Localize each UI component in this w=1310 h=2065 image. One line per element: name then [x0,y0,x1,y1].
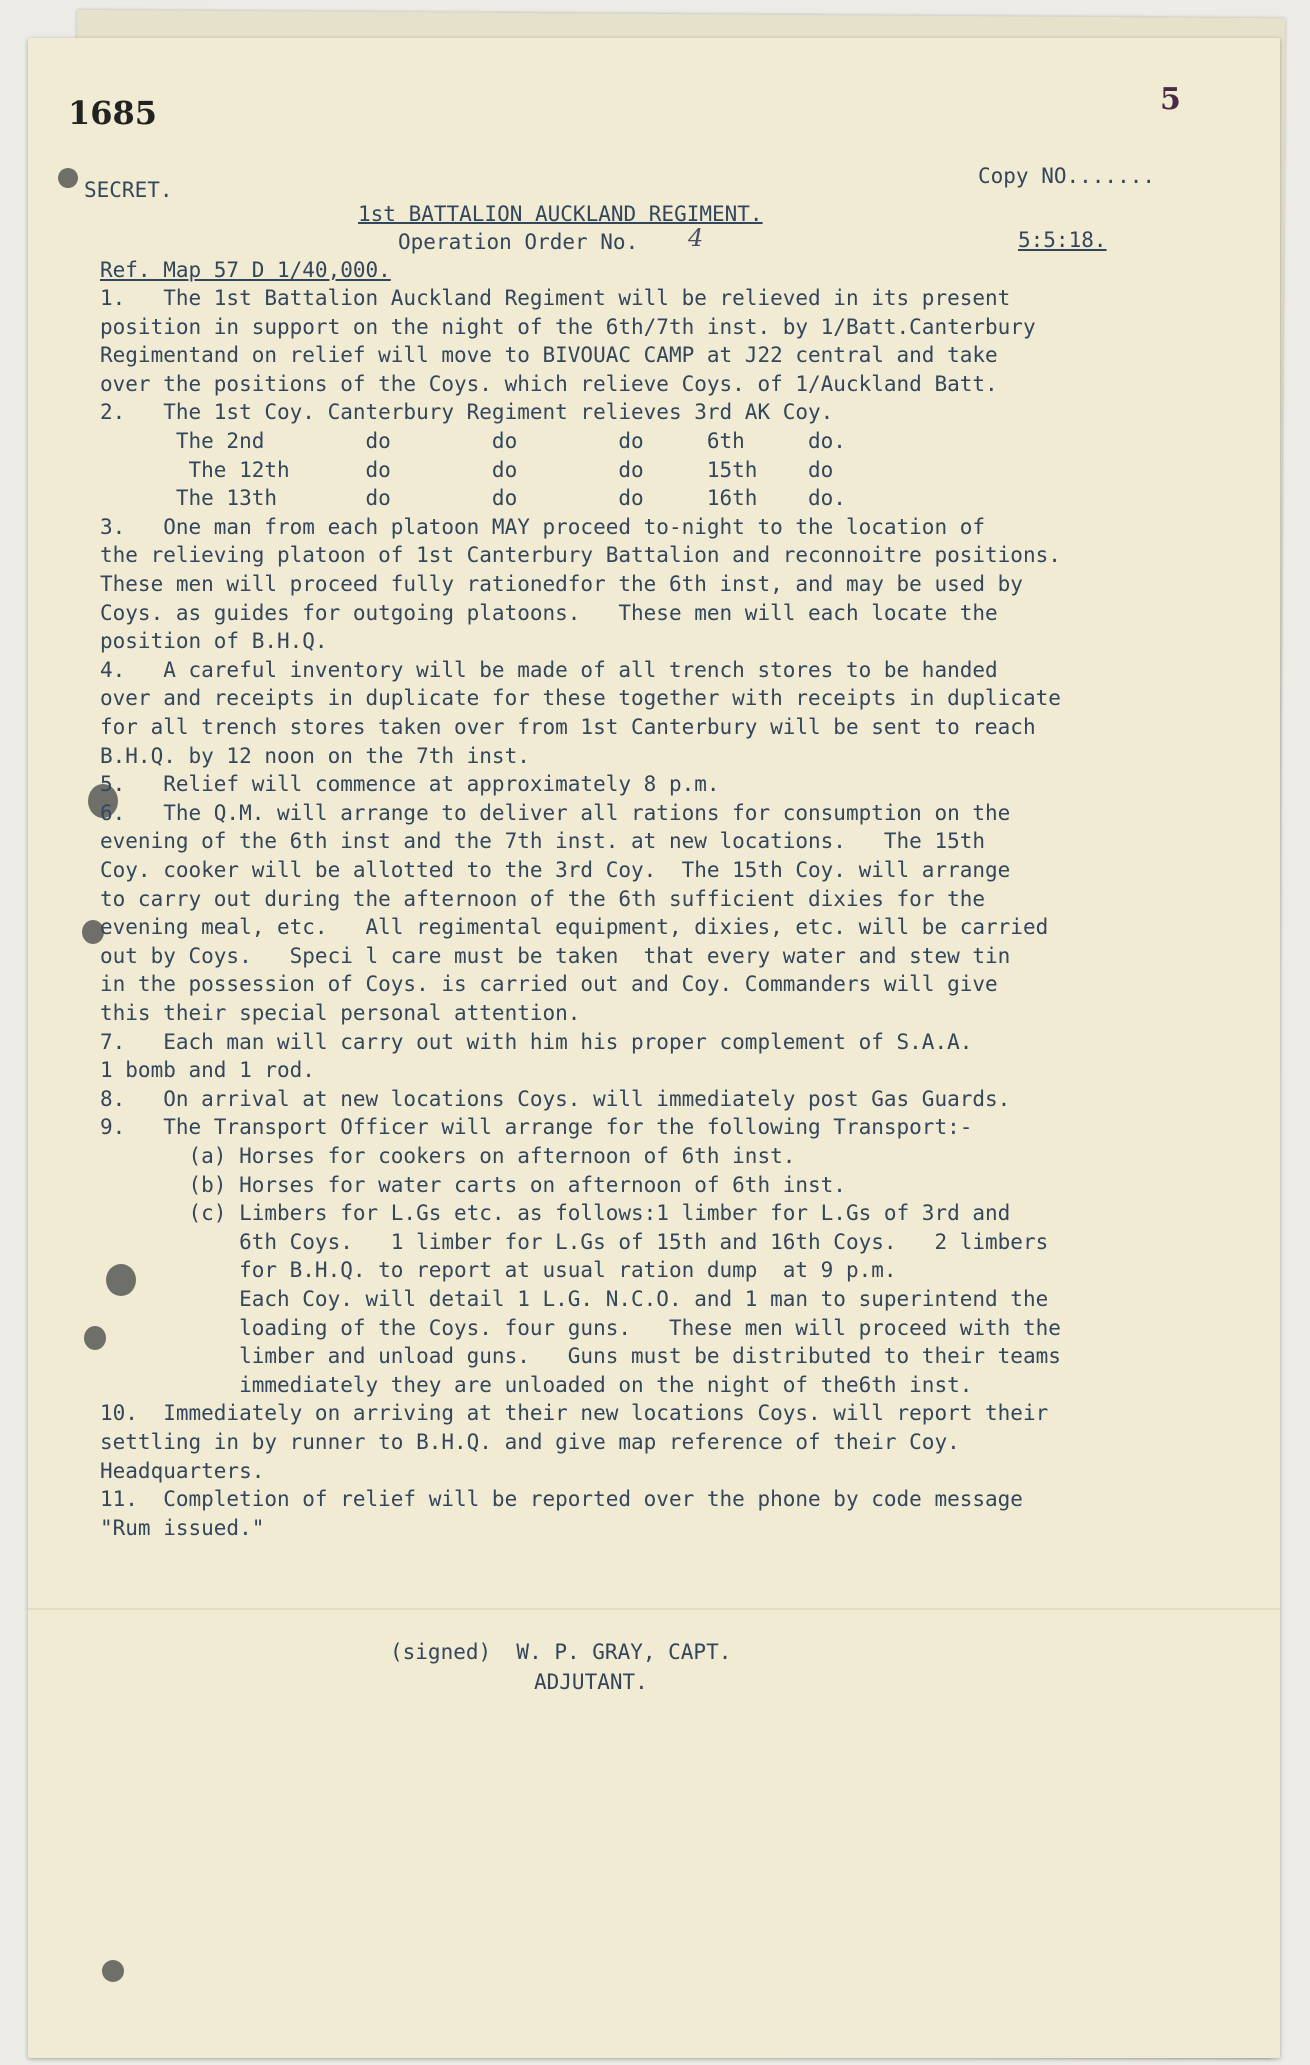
body-line: this their special personal attention. [100,1001,581,1025]
body-line: 6. The Q.M. will arrange to deliver all rations for consumption on the [100,800,1011,825]
body-line: loading of the Coys. four guns. These men will proceed with the [100,1315,1061,1340]
signature-title: ADJUTANT. [534,1670,648,1694]
body-line: position in support on the night of the 6th/7th inst. by 1/Batt.Canterbury [100,314,1036,339]
body-line: limber and unload guns. Guns must be distributed to their teams [100,1344,1061,1369]
body-line: 2. The 1st Coy. Canterbury Regiment relieves 3rd AK Coy. [100,400,834,425]
reference-number: 1685 [68,94,158,132]
document-title: 1st BATTALION AUCKLAND REGIMENT. [358,202,763,226]
body-line: Coy. cooker will be allotted to the 3rd Coy. The 15th Coy. will arrange [100,858,1011,882]
body-line: 3. One man from each platoon MAY proceed to-night to the location of [100,514,986,539]
body-line: evening of the 6th inst and the 7th inst. at new locations. The 15th [100,829,986,854]
body-line: 1 bomb and 1 rod. [100,1058,315,1083]
body-line: 5. Relief will commence at approximately 8 p.m. [100,772,720,797]
body-line: (c) Limbers for L.Gs etc. as follows:1 limber for L.Gs of 3rd and [100,1201,1011,1226]
body-line: 4. A careful inventory will be made of all trench stores to be handed [100,657,998,682]
body-line: 6th Coys. 1 limber for L.Gs of 15th and 16th Coys. 2 limbers [100,1229,1049,1254]
body-line: Each Coy. will detail 1 L.G. N.C.O. and 1 man to superintend the [100,1287,1049,1311]
page-number: 5 [1160,82,1181,117]
body-line: Regimentand on relief will move to BIVOUAC CAMP at J22 central and take [100,343,998,368]
copy-number: Copy NO....... [978,164,1156,188]
body-line: 1. The 1st Battalion Auckland Regiment will be relieved in its present [100,286,1011,310]
body-line: in the possession of Coys. is carried out and Coy. Commanders will give [100,972,998,997]
body-line: 7. Each man will carry out with him his proper complement of S.A.A. [100,1029,973,1054]
body-line: Coys. as guides for outgoing platoons. These men will each locate the [100,600,998,625]
body-line: The 12th do do do 15th do [100,457,834,482]
document-date: 5:5:18. [1018,228,1107,252]
body-line: (b) Horses for water carts on afternoon of 6th inst. [100,1172,846,1197]
classification: SECRET. [84,178,173,202]
body-line: 9. The Transport Officer will arrange for the following Transport:- [100,1115,973,1140]
body-line: position of B.H.Q. [100,629,328,654]
map-reference: Ref. Map 57 D 1/40,000. [100,258,391,282]
body-line: "Rum issued." [100,1515,265,1540]
body-line: over the positions of the Coys. which relieve Coys. of 1/Auckland Batt. [100,371,998,396]
punch-hole [102,1960,124,1982]
body-line: The 13th do do do 16th do. [100,486,846,511]
punch-hole [58,168,78,188]
body-line: immediately they are unloaded on the night of the6th inst. [100,1372,973,1397]
body-line: 8. On arrival at new locations Coys. will immediately post Gas Guards. [100,1086,1011,1111]
body-line: 10. Immediately on arriving at their new locations Coys. will report their [100,1401,1049,1426]
body-line: the relieving platoon of 1st Canterbury Battalion and reconnoitre positions. [100,543,1061,568]
body-line: out by Coys. Speci l care must be taken that every water and stew tin [100,943,1011,968]
body-line: B.H.Q. by 12 noon on the 7th inst. [100,743,530,768]
document-page [28,38,1280,2058]
body-line: evening meal, etc. All regimental equipment, dixies, etc. will be carried [100,915,1049,940]
body-line: Headquarters. [100,1458,265,1483]
order-number: 4 [688,224,704,252]
paper-fold [28,1608,1280,1610]
body-line: to carry out during the afternoon of the 6th sufficient dixies for the [100,886,986,911]
document-subtitle: Operation Order No. [398,230,639,254]
signature-line: (signed) W. P. GRAY, CAPT. [390,1640,732,1664]
body-line: These men will proceed fully rationedfor the 6th inst, and may be used by [100,572,1023,596]
body-line: (a) Horses for cookers on afternoon of 6th inst. [100,1144,796,1168]
body-line: over and receipts in duplicate for these together with receipts in duplicate [100,686,1061,711]
body-line: for B.H.Q. to report at usual ration dump at 9 p.m. [100,1258,897,1283]
body-line: for all trench stores taken over from 1st Canterbury will be sent to reach [100,715,1036,739]
body-line: settling in by runner to B.H.Q. and give map reference of their Coy. [100,1430,960,1454]
body-line: The 2nd do do do 6th do. [100,429,846,453]
body-line: 11. Completion of relief will be reported over the phone by code message [100,1487,1023,1512]
